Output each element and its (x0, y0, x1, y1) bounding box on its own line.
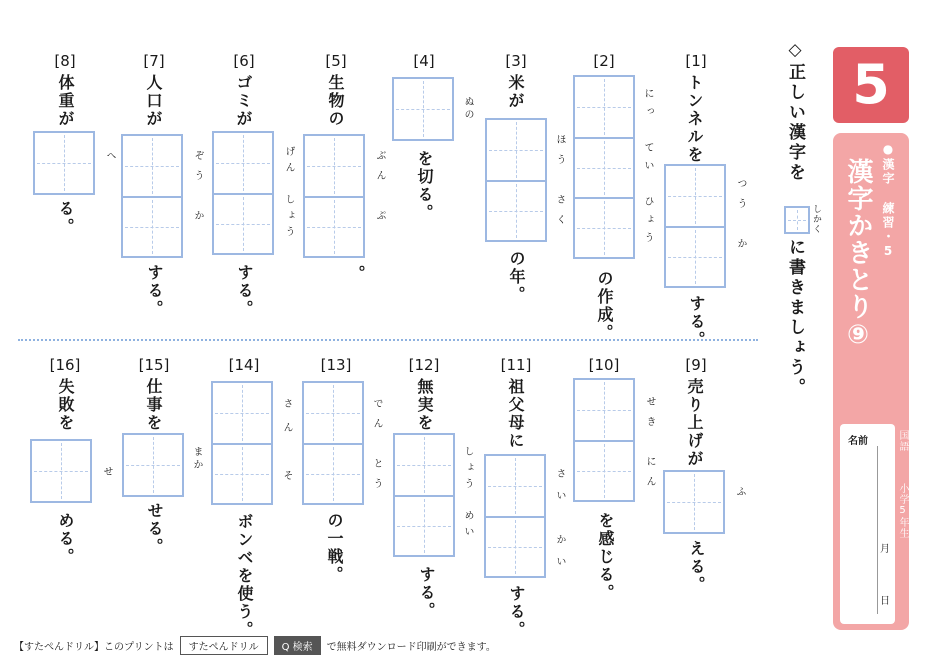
furigana: せき にん (644, 396, 655, 496)
day-label: 日 (880, 596, 890, 607)
item-prompt-bottom: 。 (347, 265, 366, 283)
footer-search-box[interactable]: すたぺんドリル (180, 636, 268, 655)
item-prompt-top: 体重が (56, 74, 75, 128)
item-prompt-top: 祖父母に (506, 378, 525, 450)
side-label-subject: 国語 (897, 430, 908, 452)
furigana: まか (191, 446, 202, 472)
item-prompt-bottom: する。 (145, 264, 164, 318)
item-number: [13] (320, 356, 352, 374)
footer-search-button[interactable]: Q 検索 (274, 636, 321, 655)
item-prompt-top: 売り上げが (685, 378, 704, 468)
item-prompt-bottom: める。 (56, 512, 75, 566)
furigana: ほう さく (554, 134, 565, 234)
furigana: ぬの (462, 96, 473, 122)
furigana: せ (101, 466, 112, 479)
furigana: げん しょう (283, 146, 294, 242)
answer-box[interactable] (303, 134, 365, 258)
item-number: [1] (685, 52, 707, 70)
item-number: [4] (413, 52, 435, 70)
item-prompt-top: 仕事を (144, 378, 163, 432)
item-prompt-top: ゴミが (234, 74, 253, 128)
item-number: [11] (500, 356, 532, 374)
footer-prefix: 【すたぺんドリル】このプリントは (14, 642, 174, 653)
furigana: つう か (735, 178, 746, 258)
item-prompt-top: 米が (506, 74, 525, 110)
furigana: さい かい (554, 468, 565, 578)
footer-suffix: で無料ダウンロード印刷ができます。 (326, 642, 496, 653)
item-number: [3] (505, 52, 527, 70)
furigana: ぶん ぷ (374, 150, 385, 230)
instruction-box-furigana: しかく (811, 204, 821, 234)
answer-box[interactable] (121, 134, 183, 258)
item-prompt-bottom: せる。 (145, 502, 164, 556)
answer-box[interactable] (484, 454, 546, 578)
answer-box[interactable] (573, 378, 635, 502)
item-number: [15] (138, 356, 170, 374)
answer-box[interactable] (122, 433, 184, 497)
item-prompt-top: 生物の (326, 74, 345, 128)
item-number: [12] (408, 356, 440, 374)
answer-box[interactable] (573, 75, 635, 259)
item-prompt-bottom: の作成。 (595, 270, 614, 342)
instruction-tail: に書きましょう。 (785, 238, 805, 398)
answer-box[interactable] (392, 77, 454, 141)
item-number: [7] (143, 52, 165, 70)
item-prompt-bottom: する。 (235, 264, 254, 318)
item-number: [2] (593, 52, 615, 70)
furigana: しょう めい (462, 446, 473, 542)
name-divider (877, 446, 878, 614)
worksheet-number-badge: 5 (833, 47, 909, 123)
answer-box[interactable] (302, 381, 364, 505)
item-number: [9] (685, 356, 707, 374)
worksheet-title: 漢字かきとり⑨ (843, 158, 873, 351)
answer-box[interactable] (30, 439, 92, 503)
subject-line: ●漢字 練習・5 (881, 142, 895, 260)
instruction-text: ◇正しい漢字を (785, 40, 805, 183)
item-prompt-bottom: の年。 (507, 250, 526, 304)
item-number: [6] (233, 52, 255, 70)
furigana: ふ (734, 486, 745, 499)
item-prompt-bottom: する。 (507, 585, 526, 639)
item-prompt-top: 無実を (415, 378, 434, 432)
item-prompt-top: 失敗を (56, 378, 75, 432)
item-number: [14] (228, 356, 260, 374)
item-number: [5] (325, 52, 347, 70)
month-label: 月 (880, 544, 890, 555)
instruction-sample-box (784, 206, 810, 234)
item-prompt-bottom: える。 (687, 540, 706, 594)
answer-box[interactable] (211, 381, 273, 505)
furigana: にっ てい ひょう (642, 88, 653, 250)
item-prompt-bottom: を切る。 (415, 150, 434, 222)
item-prompt-bottom: ボンベを使う。 (235, 513, 254, 639)
item-prompt-top: 人口が (144, 74, 163, 128)
furigana: さん そ (281, 398, 292, 494)
side-label-grade: 小学5年生 (897, 483, 908, 539)
footer (14, 636, 496, 655)
answer-box[interactable] (485, 118, 547, 242)
answer-box[interactable] (212, 131, 274, 255)
name-label: 名前 (848, 436, 868, 447)
row-divider (18, 339, 758, 341)
furigana: ぞう か (192, 150, 203, 230)
item-prompt-bottom: する。 (687, 295, 706, 349)
item-prompt-bottom: を感じる。 (596, 512, 615, 602)
answer-box[interactable] (663, 470, 725, 534)
answer-box[interactable] (33, 131, 95, 195)
item-prompt-bottom: る。 (56, 200, 75, 236)
item-number: [10] (588, 356, 620, 374)
item-prompt-bottom: の一戦。 (325, 512, 344, 584)
item-number: [8] (54, 52, 76, 70)
furigana: でん とう (371, 398, 382, 498)
answer-box[interactable] (393, 433, 455, 557)
item-number: [16] (49, 356, 81, 374)
answer-box[interactable] (664, 164, 726, 288)
furigana: へ (104, 150, 115, 163)
item-prompt-bottom: する。 (417, 566, 436, 620)
item-prompt-top: トンネルを (685, 74, 704, 164)
